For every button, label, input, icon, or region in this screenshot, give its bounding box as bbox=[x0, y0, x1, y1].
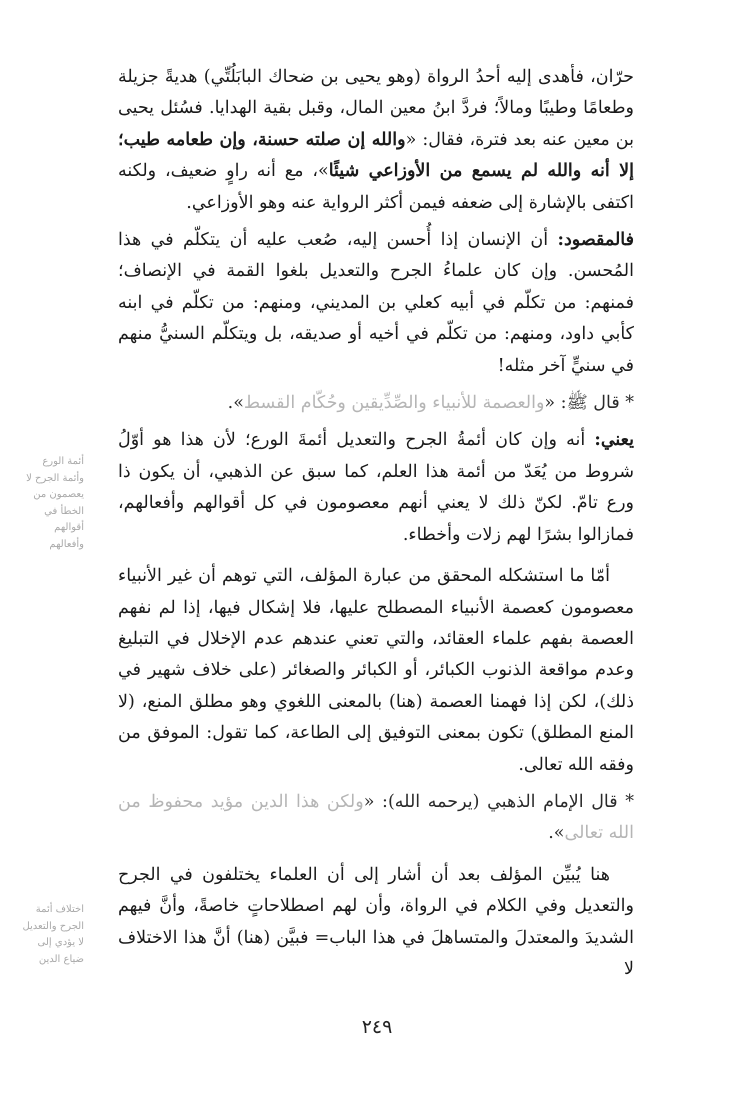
quote-2-suffix: ». bbox=[548, 823, 565, 844]
quote-1-suffix: ». bbox=[227, 393, 244, 414]
paragraph-3 bbox=[118, 425, 634, 551]
paragraph-3-label: يعني: bbox=[594, 430, 634, 451]
page-number: ٢٤٩ bbox=[361, 1016, 393, 1038]
paragraph-2-label: فالمقصود: bbox=[557, 230, 634, 251]
main-text-column bbox=[118, 62, 634, 985]
paragraph-1-text: حرّان، فأهدى إليه أحدُ الرواة (وهو يحيى بن ضحاك البابَلُتِّي) هديةً جزيلة وطعامًا وطيبًا ومالاً؛ فردَّ ابنُ معين المال، وقبل بقية الهدايا. فسُئل يحيى بن معين عنه بعد فترة، فقال: « bbox=[118, 67, 634, 150]
paragraph-1 bbox=[118, 62, 634, 219]
quote-1-prefix: * قال ﷺ: « bbox=[544, 393, 634, 414]
margin-note-2: اختلاف أئمة الجرح والتعديل لا يؤدي إلى ضياع الدين bbox=[22, 904, 84, 965]
paragraph-3-text: أنه وإن كان أئمةُ الجرح والتعديل أئمةَ الورع؛ لأن هذا هو أوّلُ شروط من يُعَدّ من أئمة هذا العلم، كما سبق عن الذهبي، أن يكون ذا ورع تامّ. لكنّ ذلك لا يعني أنهم معصومون في كل أقوالهم وأفعالهم، فمازالوا بشرًا لهم زلات وأخطاء. bbox=[118, 430, 634, 545]
paragraph-2 bbox=[118, 225, 634, 382]
paragraph-5: هنا يُبيِّن المؤلف بعد أن أشار إلى أن العلماء يختلفون في الجرح والتعديل وفي الكلام في الرواة، وأن لهم اصطلاحاتٍ خاصةً، وأنَّ فيهم الشديدَ والمعتدلَ والمتساهلَ في هذا الباب= فبيَّن (هنا) أنَّ هذا الاختلاف لا bbox=[118, 864, 634, 979]
paragraph-1-end: »، مع أنه راوٍ ضعيف، ولكنه اكتفى بالإشارة إلى ضعفه فيمن أكثر الرواية عنه وهو الأوزاعي. bbox=[118, 161, 634, 213]
quote-2 bbox=[118, 787, 634, 850]
margin-note-1: أئمة الورع وأئمة الجرح لا يعصمون من الخطأ في أقوالهم وأفعالهم bbox=[26, 456, 84, 550]
quote-2-faded-text: ولكن هذا الدين مؤيد محفوظ من الله تعالى bbox=[118, 791, 634, 844]
quote-2-prefix: * قال الإمام الذهبي (يرحمه الله): « bbox=[363, 791, 634, 812]
quote-1-faded-text: والعصمة للأنبياء والصِّدِّيقين وحُكّام القسط bbox=[243, 393, 545, 414]
paragraph-4: أمّا ما استشكله المحقق من عبارة المؤلف، التي توهم أن غير الأنبياء معصومون كعصمة الأنبياء المصطلح عليها، فلا إشكال فيها، إذا لم نفهم العصمة بفهم علماء العقائد، والتي تعني عندهم عدم الإخلال في التبليغ وعدم مواقعة الذنوب الكبائر، أو الكبائر والصغائر (على خلاف شهير في ذلك)، لكن إذا فهمنا العصمة (هنا) بالمعنى اللغوي وهو مطلق المنع، (لا المنع المطلق) تكون بمعنى التوفيق إلى الطاعة، كما تقول: الموفق من وفقه الله تعالى. bbox=[118, 566, 634, 775]
quote-1 bbox=[118, 388, 634, 419]
paragraph-1-bold-quote: والله إن صلته حسنة، وإن طعامه طيب؛ إلا أنه والله لم يسمع من الأوزاعي شيئًا bbox=[118, 129, 634, 182]
paragraph-2-text: أن الإنسان إذا أُحسن إليه، صُعب عليه أن يتكلّم في هذا المُحسن. وإن كان علماءُ الجرح والتعديل بلغوا القمة في الإنصاف؛ فمنهم: من تكلّم في أبيه كعلي بن المديني، ومنهم: من تكلّم في ابنه كأبي داود، ومنهم: من تكلّم في أخيه أو صديقه، بل ويتكلّم السنيُّ منهم في سنيٍّ آخر مثله! bbox=[118, 230, 634, 376]
